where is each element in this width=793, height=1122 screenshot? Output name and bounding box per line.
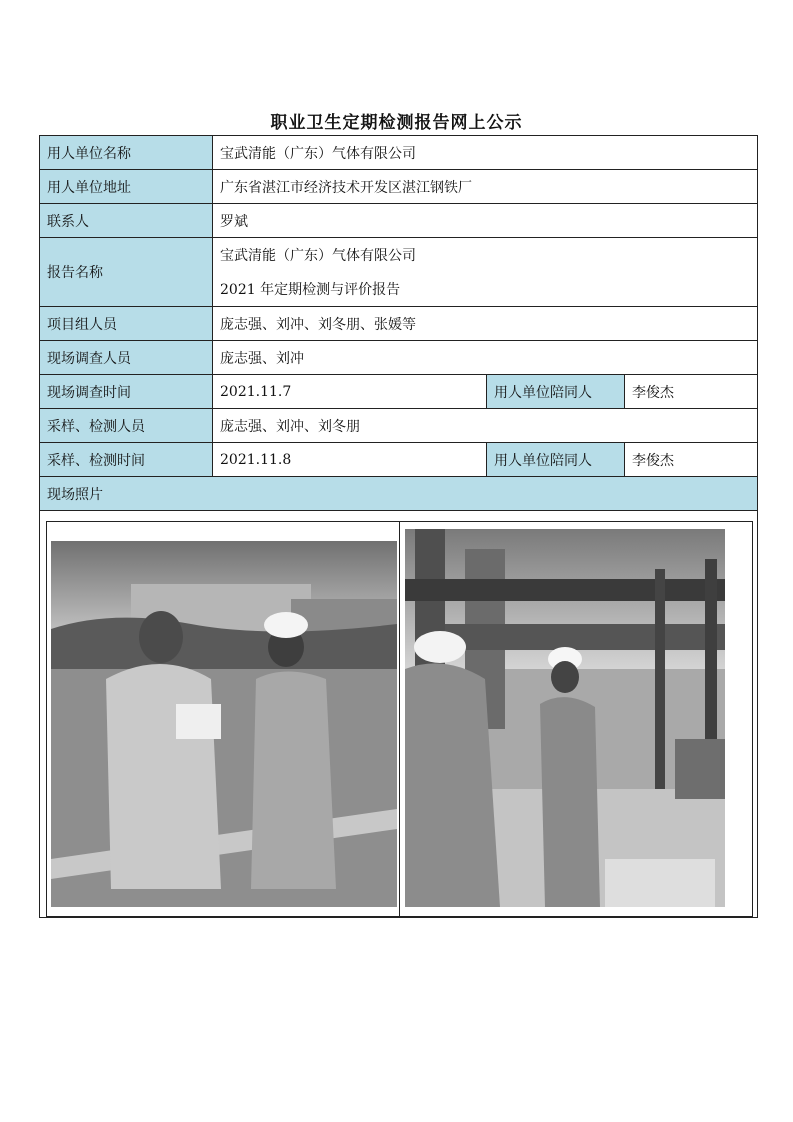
row-site-investigation-time [40,375,758,409]
companion-value-2: 李俊杰 [625,443,758,477]
sampling-time-label: 采样、检测时间 [40,443,213,477]
row-project-team [40,307,758,341]
site-photo-right [405,529,725,907]
sampling-staff-value: 庞志强、刘冲、刘冬朋 [213,409,758,443]
employer-address-label: 用人单位地址 [40,170,213,204]
employer-name-label: 用人单位名称 [40,136,213,170]
contact-label: 联系人 [40,204,213,238]
page-title: 职业卫生定期检测报告网上公示 [270,113,523,133]
site-photos-cell [40,511,758,918]
sampling-time-value: 2021.11.8 [213,443,487,477]
employer-name-value: 宝武清能（广东）气体有限公司 [213,136,758,170]
site-investigation-time-label: 现场调查时间 [40,375,213,409]
site-investigators-value: 庞志强、刘冲 [213,341,758,375]
site-photo-left [51,529,397,907]
report-name-label: 报告名称 [40,238,213,307]
companion-label-2: 用人单位陪同人 [487,443,625,477]
report-table [39,135,758,918]
project-team-value: 庞志强、刘冲、刘冬朋、张媛等 [213,307,758,341]
row-site-investigators [40,341,758,375]
row-report-name [40,238,758,307]
companion-value-1: 李俊杰 [625,375,758,409]
employer-address-value: 广东省湛江市经济技术开发区湛江钢铁厂 [213,170,758,204]
contact-value: 罗斌 [213,204,758,238]
row-sampling-time [40,443,758,477]
report-name-line2: 2021 年定期检测与评价报告 [220,282,401,298]
project-team-label: 项目组人员 [40,307,213,341]
site-investigators-label: 现场调查人员 [40,341,213,375]
photo-frame [46,521,753,917]
row-employer-address [40,170,758,204]
row-contact [40,204,758,238]
row-site-photos-header [40,477,758,511]
photo-right-panel [399,522,752,916]
row-sampling-staff [40,409,758,443]
report-name-value [213,238,758,307]
site-investigation-time-value: 2021.11.7 [213,375,487,409]
site-photos-label: 现场照片 [40,477,758,511]
row-site-photos [40,511,758,918]
row-employer-name [40,136,758,170]
photo-left-panel [47,522,399,916]
companion-label-1: 用人单位陪同人 [487,375,625,409]
report-name-line1: 宝武清能（广东）气体有限公司 [220,248,416,264]
sampling-staff-label: 采样、检测人员 [40,409,213,443]
